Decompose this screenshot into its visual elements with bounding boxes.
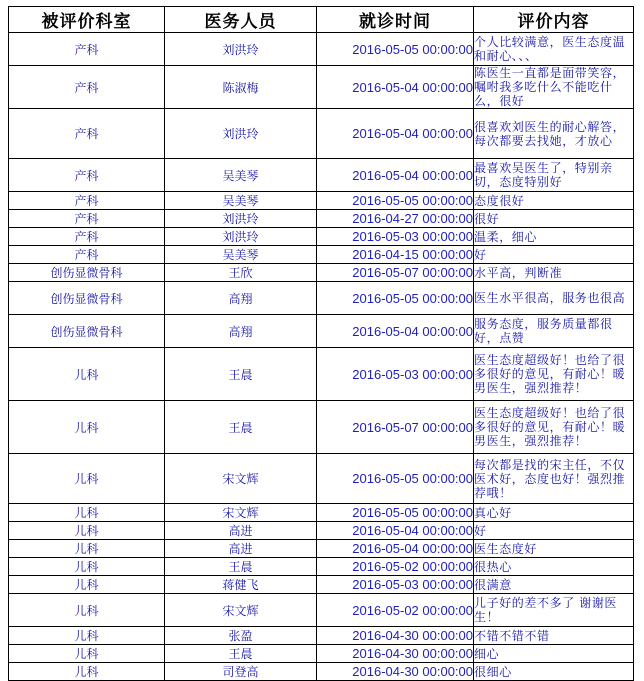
visit-time-cell: 2016-05-04 00:00:00	[317, 66, 474, 109]
staff-cell: 吴美琴	[165, 159, 317, 192]
comment-cell: 真心好	[474, 504, 634, 522]
comment-cell: 很热心	[474, 558, 634, 576]
table-row	[9, 645, 634, 663]
visit-time-cell: 2016-05-05 00:00:00	[317, 192, 474, 210]
visit-time-cell: 2016-04-15 00:00:00	[317, 246, 474, 264]
department-cell: 儿科	[9, 504, 165, 522]
visit-time-cell: 2016-05-04 00:00:00	[317, 159, 474, 192]
comment-cell: 温柔，细心	[474, 228, 634, 246]
department-cell: 创伤显微骨科	[9, 282, 165, 315]
department-cell: 儿科	[9, 558, 165, 576]
table-row	[9, 348, 634, 401]
visit-time-cell: 2016-04-27 00:00:00	[317, 210, 474, 228]
table-row	[9, 401, 634, 454]
staff-cell: 刘洪玲	[165, 33, 317, 66]
department-cell: 产科	[9, 228, 165, 246]
visit-time-cell: 2016-05-04 00:00:00	[317, 540, 474, 558]
staff-cell: 刘洪玲	[165, 228, 317, 246]
table-row	[9, 109, 634, 159]
evaluation-sheet	[8, 6, 634, 681]
department-cell: 儿科	[9, 594, 165, 627]
staff-cell: 蒋健飞	[165, 576, 317, 594]
visit-time-cell: 2016-05-05 00:00:00	[317, 282, 474, 315]
visit-time-cell: 2016-04-30 00:00:00	[317, 627, 474, 645]
comment-cell: 服务态度，服务质量都很好，点赞	[474, 315, 634, 348]
comment-cell: 医生态度超级好！也给了很多很好的意见，有耐心！暖男医生，强烈推荐！	[474, 401, 634, 454]
comment-cell: 医生水平很高，服务也很高	[474, 282, 634, 315]
comment-cell: 细心	[474, 645, 634, 663]
department-cell: 产科	[9, 192, 165, 210]
department-cell: 创伤显微骨科	[9, 264, 165, 282]
table-row	[9, 264, 634, 282]
staff-cell: 王晨	[165, 348, 317, 401]
comment-cell: 很好	[474, 210, 634, 228]
visit-time-cell: 2016-05-05 00:00:00	[317, 454, 474, 504]
staff-cell: 刘洪玲	[165, 109, 317, 159]
visit-time-cell: 2016-05-03 00:00:00	[317, 576, 474, 594]
header-row	[9, 7, 634, 33]
department-cell: 儿科	[9, 663, 165, 681]
department-cell: 创伤显微骨科	[9, 315, 165, 348]
visit-time-cell: 2016-05-04 00:00:00	[317, 109, 474, 159]
comment-cell: 每次都是找的宋主任，不仅医术好，态度也好！强烈推荐哦！	[474, 454, 634, 504]
comment-cell: 态度很好	[474, 192, 634, 210]
department-cell: 产科	[9, 210, 165, 228]
table-row	[9, 454, 634, 504]
evaluation-table	[8, 6, 634, 681]
visit-time-cell: 2016-05-02 00:00:00	[317, 594, 474, 627]
table-row	[9, 246, 634, 264]
visit-time-cell: 2016-05-03 00:00:00	[317, 348, 474, 401]
department-cell: 儿科	[9, 645, 165, 663]
staff-cell: 陈淑梅	[165, 66, 317, 109]
department-cell: 儿科	[9, 627, 165, 645]
visit-time-cell: 2016-05-07 00:00:00	[317, 401, 474, 454]
staff-cell: 宋文辉	[165, 454, 317, 504]
visit-time-cell: 2016-04-30 00:00:00	[317, 663, 474, 681]
table-row	[9, 33, 634, 66]
table-row	[9, 576, 634, 594]
staff-cell: 司登高	[165, 663, 317, 681]
comment-cell: 医生态度好	[474, 540, 634, 558]
staff-cell: 王晨	[165, 401, 317, 454]
comment-cell: 好	[474, 246, 634, 264]
visit-time-cell: 2016-05-07 00:00:00	[317, 264, 474, 282]
comment-cell: 很喜欢刘医生的耐心解答，每次都要去找她，才放心	[474, 109, 634, 159]
table-row	[9, 315, 634, 348]
staff-cell: 高翔	[165, 315, 317, 348]
visit-time-cell: 2016-05-04 00:00:00	[317, 522, 474, 540]
department-cell: 产科	[9, 246, 165, 264]
staff-cell: 高进	[165, 522, 317, 540]
comment-cell: 个人比较满意，医生态度温和耐心、、、	[474, 33, 634, 66]
column-header-staff: 医务人员	[165, 7, 317, 33]
department-cell: 儿科	[9, 576, 165, 594]
comment-cell: 不错不错不错	[474, 627, 634, 645]
department-cell: 产科	[9, 159, 165, 192]
table-row	[9, 663, 634, 681]
staff-cell: 吴美琴	[165, 246, 317, 264]
visit-time-cell: 2016-05-05 00:00:00	[317, 504, 474, 522]
department-cell: 儿科	[9, 522, 165, 540]
table-row	[9, 504, 634, 522]
table-row	[9, 558, 634, 576]
table-row	[9, 228, 634, 246]
column-header-department: 被评价科室	[9, 7, 165, 33]
staff-cell: 张盈	[165, 627, 317, 645]
comment-cell: 很满意	[474, 576, 634, 594]
table-row	[9, 66, 634, 109]
comment-cell: 水平高，判断准	[474, 264, 634, 282]
comment-cell: 好	[474, 522, 634, 540]
table-row	[9, 210, 634, 228]
staff-cell: 刘洪玲	[165, 210, 317, 228]
comment-cell: 医生态度超级好！也给了很多很好的意见，有耐心！暖男医生，强烈推荐！	[474, 348, 634, 401]
visit-time-cell: 2016-05-05 00:00:00	[317, 33, 474, 66]
visit-time-cell: 2016-05-04 00:00:00	[317, 315, 474, 348]
table-row	[9, 159, 634, 192]
staff-cell: 王欣	[165, 264, 317, 282]
staff-cell: 吴美琴	[165, 192, 317, 210]
comment-cell: 陈医生一直都是面带笑容，嘱咐我多吃什么不能吃什么，很好	[474, 66, 634, 109]
table-row	[9, 522, 634, 540]
staff-cell: 高翔	[165, 282, 317, 315]
department-cell: 产科	[9, 33, 165, 66]
visit-time-cell: 2016-05-02 00:00:00	[317, 558, 474, 576]
staff-cell: 王晨	[165, 558, 317, 576]
staff-cell: 宋文辉	[165, 594, 317, 627]
comment-cell: 儿子好的差不多了 谢谢医生！	[474, 594, 634, 627]
column-header-visit-time: 就诊时间	[317, 7, 474, 33]
staff-cell: 宋文辉	[165, 504, 317, 522]
department-cell: 儿科	[9, 540, 165, 558]
comment-cell: 很细心	[474, 663, 634, 681]
table-row	[9, 540, 634, 558]
department-cell: 产科	[9, 66, 165, 109]
table-row	[9, 192, 634, 210]
visit-time-cell: 2016-04-30 00:00:00	[317, 645, 474, 663]
column-header-comment: 评价内容	[474, 7, 634, 33]
table-row	[9, 627, 634, 645]
table-row	[9, 282, 634, 315]
visit-time-cell: 2016-05-03 00:00:00	[317, 228, 474, 246]
department-cell: 儿科	[9, 401, 165, 454]
department-cell: 产科	[9, 109, 165, 159]
staff-cell: 高进	[165, 540, 317, 558]
table-row	[9, 594, 634, 627]
department-cell: 儿科	[9, 348, 165, 401]
staff-cell: 王晨	[165, 645, 317, 663]
comment-cell: 最喜欢吴医生了，特别亲切，态度特别好	[474, 159, 634, 192]
department-cell: 儿科	[9, 454, 165, 504]
